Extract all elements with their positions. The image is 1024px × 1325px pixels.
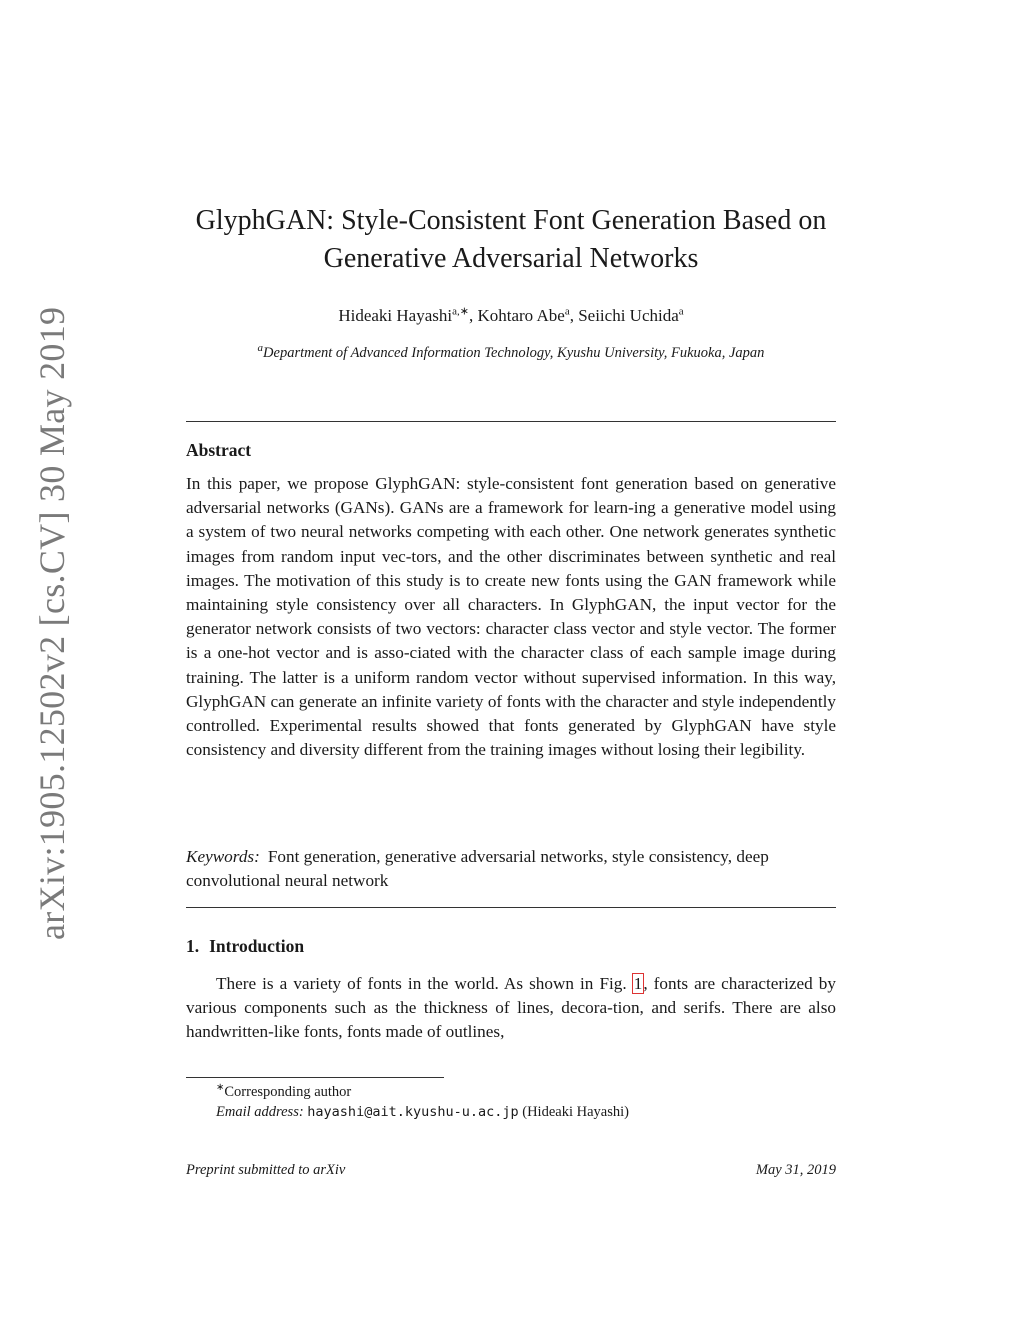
footnote-rule: [186, 1077, 444, 1078]
paper-title: [186, 202, 836, 278]
keywords-label: Keywords:: [186, 847, 260, 866]
keywords: [186, 845, 836, 893]
footer-preprint-note: Preprint submitted to arXiv: [186, 1162, 346, 1178]
affiliation: [186, 342, 836, 364]
title-line-2: Generative Adversarial Networks: [323, 243, 699, 274]
section-title: Introduction: [209, 936, 305, 956]
footnote-mark: ∗: [216, 1082, 225, 1094]
section-number: 1.: [186, 936, 200, 956]
email-owner: (Hideaki Hayashi): [522, 1104, 629, 1120]
figure-reference-link[interactable]: 1: [633, 974, 643, 993]
author-name: Seiichi Uchida: [578, 306, 679, 325]
footer-date: May 31, 2019: [755, 1162, 836, 1178]
author-list: Hideaki Hayashi$^{a,∗}$, Kohtaro Abe$^a$, Seiichi Uchida$^a$: [338, 305, 684, 325]
author-affiliation-mark: a,∗: [452, 305, 469, 318]
footnote-corresponding: ∗Corresponding author: [216, 1082, 352, 1100]
abstract-heading: Abstract: [186, 440, 252, 460]
email-label: Email address:: [216, 1104, 304, 1120]
arxiv-identifier-stamp: arXiv:1905.12502v2 [cs.CV] 30 May 2019: [32, 306, 72, 940]
author-name: Kohtaro Abe: [477, 306, 565, 325]
author-name: Hideaki Hayashi: [338, 306, 453, 325]
section-heading-introduction: [186, 934, 304, 958]
abstract-body: In this paper, we propose GlyphGAN: style-consistent font generation based on generative adversarial networks (GANs). GANs are a framework for learn-ing a generative model using a system of two neural networks competing with each other. One network generates synthetic images from random input vec-tors, and the other discriminates between synthetic and real images. The motivation of this study is to create new fonts using the GAN framework while maintaining style consistency over all characters. In GlyphGAN, the input vector for the generator network consists of two vectors: character class vector and style vector. The former is a one-hot vector and is asso-ciated with the character class of each sample image during training. The latter is a uniform random vector without supervised information. In this way, GlyphGAN can generate an infinite variety of fonts with the character and style independently controlled. Experimental results showed that fonts generated by GlyphGAN have style consistency and diversity different from the training images without losing their legibility.: [186, 474, 836, 760]
keywords-text: Font generation, generative adversarial networks, style consistency, deep convolutional neural network: [186, 847, 769, 891]
author-affiliation-mark: a: [678, 305, 684, 318]
abstract-bottom-rule: [186, 907, 836, 908]
footnote-email: [216, 1102, 629, 1122]
author-affiliation-mark: a: [564, 305, 570, 318]
affiliation-text: Department of Advanced Information Technology, Kyushu University, Fukuoka, Japan: [263, 345, 765, 361]
abstract-top-rule: [186, 421, 836, 422]
email-address[interactable]: hayashi@ait.kyushu-u.ac.jp: [307, 1104, 519, 1120]
affiliation-mark: a: [257, 342, 264, 355]
title-line-1: GlyphGAN: Style-Consistent Font Generation Based on: [195, 205, 827, 236]
introduction-paragraph: There is a variety of fonts in the world. As shown in Fig. 1, fonts are characterized by various components such as the thickness of lines, decora-tion, and serifs. There are also handwritten-like fonts, fonts made of outlines,: [186, 974, 836, 1042]
